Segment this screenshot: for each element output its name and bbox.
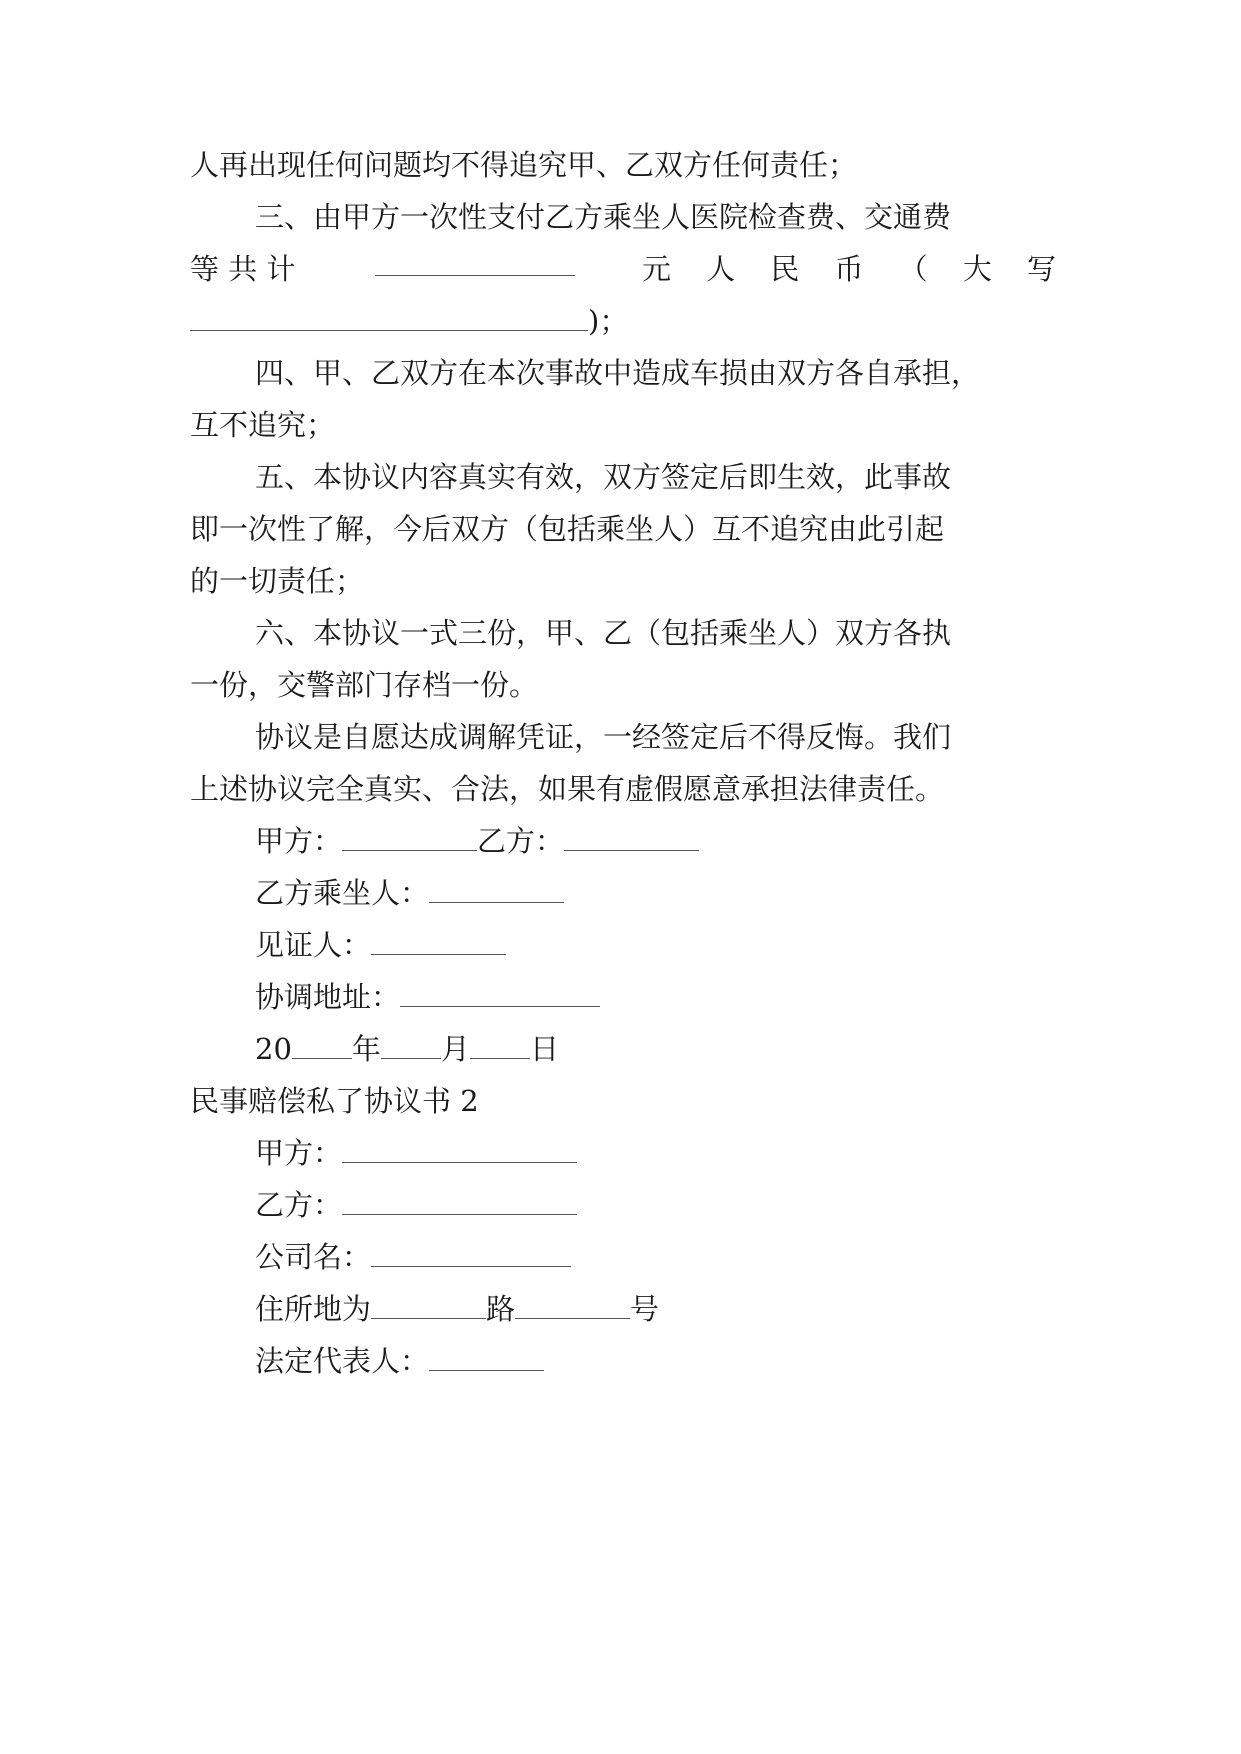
address-blank — [400, 980, 600, 1007]
witness-blank — [371, 928, 506, 955]
s2-party-b-label: 乙方： — [255, 1188, 343, 1222]
currency-label: 元 人 民 币 （ 大 写 — [642, 252, 1056, 286]
clause-2-continuation: 人再出现任何问题均不得追究甲、乙双方任何责任； — [190, 148, 858, 182]
month-label: 月 — [440, 1032, 470, 1066]
section-2-party-a — [255, 1133, 577, 1173]
party-a-blank — [342, 824, 477, 851]
address-label: 协调地址： — [255, 980, 401, 1014]
day-label: 日 — [529, 1032, 559, 1066]
number-label: 号 — [630, 1292, 660, 1326]
party-a-label: 甲方： — [255, 824, 343, 858]
legal-rep-blank — [429, 1344, 544, 1371]
section-2-party-b — [255, 1185, 577, 1225]
section-2-title: 民事赔偿私了协议书 2 — [190, 1084, 479, 1118]
clause-5-line-2: 即一次性了解，今后双方（包括乘坐人）互不追究由此引起 — [190, 512, 945, 546]
witness-signature-line — [255, 925, 506, 965]
clause-6-line-2: 一份，交警部门存档一份。 — [190, 668, 539, 702]
section-2-residence — [255, 1289, 659, 1329]
month-blank — [381, 1032, 441, 1059]
road-label: 路 — [486, 1292, 516, 1326]
clause-3-end: )； — [588, 304, 629, 338]
passenger-label: 乙方乘坐人： — [255, 876, 430, 910]
clause-4-line-1: 四、甲、乙双方在本次事故中造成车损由双方各自承担， — [255, 356, 981, 390]
section-2-company — [255, 1237, 571, 1277]
declaration-line-2: 上述协议完全真实、合法，如果有虚假愿意承担法律责任。 — [190, 772, 945, 806]
s2-party-a-blank — [342, 1136, 577, 1163]
s2-party-b-blank — [342, 1188, 577, 1215]
s2-party-a-label: 甲方： — [255, 1136, 343, 1170]
clause-3-line-2 — [190, 249, 1056, 289]
clause-3-line-1: 三、由甲方一次性支付乙方乘坐人医院检查费、交通费 — [255, 200, 952, 234]
party-b-blank — [564, 824, 699, 851]
road-blank — [371, 1292, 486, 1319]
address-line — [255, 977, 600, 1017]
declaration-line-1: 协议是自愿达成调解凭证，一经签定后不得反悔。我们 — [255, 720, 952, 754]
year-blank — [292, 1032, 352, 1059]
legal-rep-label: 法定代表人： — [255, 1344, 430, 1378]
clause-5-line-1: 五、本协议内容真实有效，双方签定后即生效，此事故 — [255, 460, 952, 494]
passenger-blank — [429, 876, 564, 903]
year-label: 年 — [351, 1032, 381, 1066]
residence-label: 住所地为 — [255, 1292, 372, 1326]
passenger-signature-line — [255, 873, 564, 913]
party-signature-line — [255, 821, 699, 861]
amount-uppercase-blank — [190, 304, 588, 331]
day-blank — [470, 1032, 530, 1059]
clause-3-line-3 — [190, 301, 628, 341]
amount-blank — [375, 249, 575, 276]
number-blank — [515, 1292, 630, 1319]
clause-4-line-2: 互不追究； — [190, 408, 336, 442]
party-b-label: 乙方： — [477, 824, 565, 858]
date-prefix: 20 — [255, 1032, 292, 1066]
clause-6-line-1: 六、本协议一式三份，甲、乙（包括乘坐人）双方各执 — [255, 616, 952, 650]
company-label: 公司名： — [255, 1240, 372, 1274]
company-blank — [371, 1240, 571, 1267]
section-2-legal-rep — [255, 1341, 544, 1381]
total-label: 等 共 计 — [190, 252, 296, 286]
witness-label: 见证人： — [255, 928, 372, 962]
date-line — [255, 1029, 559, 1069]
clause-5-line-3: 的一切责任； — [190, 564, 365, 598]
